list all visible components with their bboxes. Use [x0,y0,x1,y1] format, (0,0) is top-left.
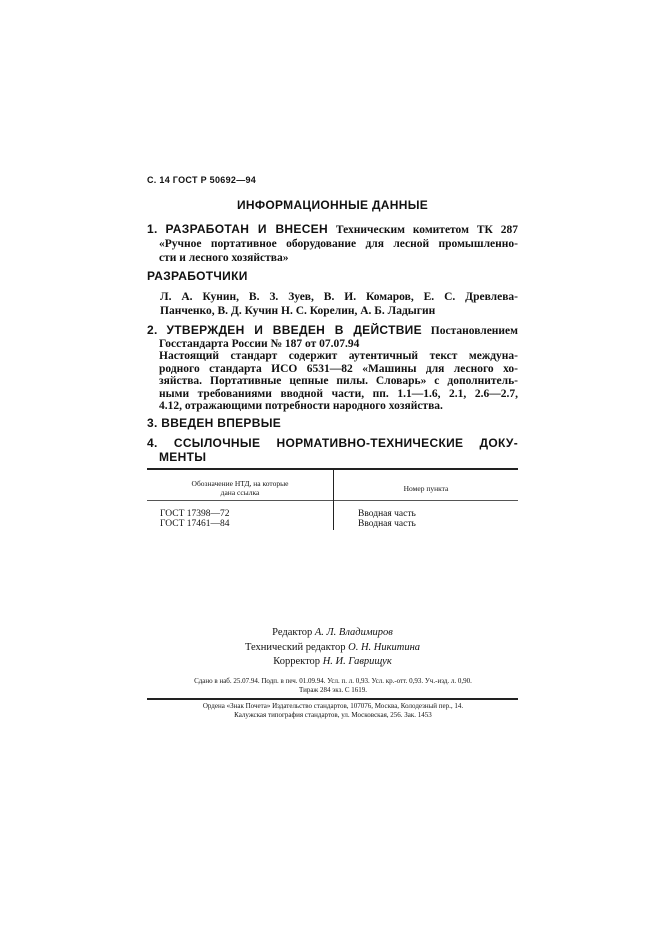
text-line: сти и лесного хозяйства» [159,252,289,264]
developers-list [147,290,518,318]
table-header-item: Номер пункта [403,484,449,493]
imprint-rule [147,698,518,700]
header-line: дана ссылка [220,488,260,497]
imprint-line: Ордена «Знак Почета» Издательство стандартов, 107076, Москва, Колодезный пер., 14. [202,702,464,710]
section-2 [147,324,518,413]
section-1 [147,222,518,265]
section-heading-cont: МЕНТЫ [159,449,207,464]
text-line: Постановлением [430,325,518,337]
credit-label: Редактор [272,627,313,638]
section-number: 3. [147,415,158,430]
header-line: Обозначение НТД, на которые [191,479,289,488]
section-heading: УТВЕРЖДЕН И ВВЕДЕН В ДЕЙСТВИЕ [166,323,422,337]
text-line: 4.12, отражающими потребности народного хозяйства. [159,400,443,412]
section-heading: ССЫЛОЧНЫЕ НОРМАТИВНО-ТЕХНИЧЕСКИЕ ДОКУ- [173,435,518,450]
table-cell: ГОСТ 17461—84 [160,519,230,529]
section-title: ИНФОРМАЦИОННЫЕ ДАННЫЕ [236,198,429,212]
section-number: 4. [147,435,158,450]
table-header-doc [150,479,330,497]
text-line: Госстандарта России № 187 от 07.07.94 [159,337,360,350]
text-line: зяйства. Портативные цепные пилы. Словарь» с дополнитель- [159,375,518,387]
section-number: 1. [147,222,158,236]
text-line: Л. А. Кунин, В. З. Зуев, В. И. Комаров, Е. С. Древлева- [160,291,518,303]
section-4 [147,436,518,464]
imprint-print-data [80,677,586,695]
credits [147,626,518,670]
credit-label: Технический редактор [244,641,346,653]
table-cell: Вводная часть [358,509,416,519]
imprint-publisher [80,702,586,720]
section-heading: РАЗРАБОТАН И ВНЕСЕН [165,222,328,236]
developers-heading: РАЗРАБОТЧИКИ [147,269,248,283]
credit-name: А. Л. Владимиров [314,627,393,638]
text-line: Настоящий стандарт содержит аутентичный текст междуна- [159,350,518,362]
table-cell: Вводная часть [358,519,416,529]
section-number: 2. [147,323,158,337]
text-line: ными требованиями вводной части, пп. 1.1—1.6, 2.1, 2.6—2.7, [159,387,518,400]
text-line: родного стандарта ИСО 6531—82 «Машины для лесного хо- [159,362,518,375]
text-line: «Ручное портативное оборудование для лесной промышленно- [159,238,518,250]
text-line: Техническим комитетом ТК 287 [335,224,519,236]
text-line: Панченко, В. Д. Кучин Н. С. Корелин, А. Б. Ладыгин [160,305,436,317]
section-heading: ВВЕДЕН ВПЕРВЫЕ [161,415,282,430]
table-column-rule [333,470,334,530]
imprint-line: Сдано в наб. 25.07.94. Подп. в печ. 01.09.94. Усл. п. л. 0,93. Усл. кр.-отт. 0,93. Уч.-изд. л. 0,90. [194,677,472,685]
table-col-doc [160,509,230,529]
section-3 [147,416,518,431]
document-body [147,175,518,464]
credit-label: Корректор [273,656,321,667]
page-header: С. 14 ГОСТ Р 50692—94 [147,175,257,185]
table-col-item [358,509,416,529]
imprint-line: Калужская типография стандартов, ул. Московская, 256. Зак. 1453 [234,711,432,719]
credit-name: О. Н. Никитина [348,641,421,653]
credit-name: Н. И. Гаврищук [322,656,392,667]
imprint-line: Тираж 284 экз. С 1619. [298,686,368,694]
table-cell: ГОСТ 17398—72 [160,509,230,519]
